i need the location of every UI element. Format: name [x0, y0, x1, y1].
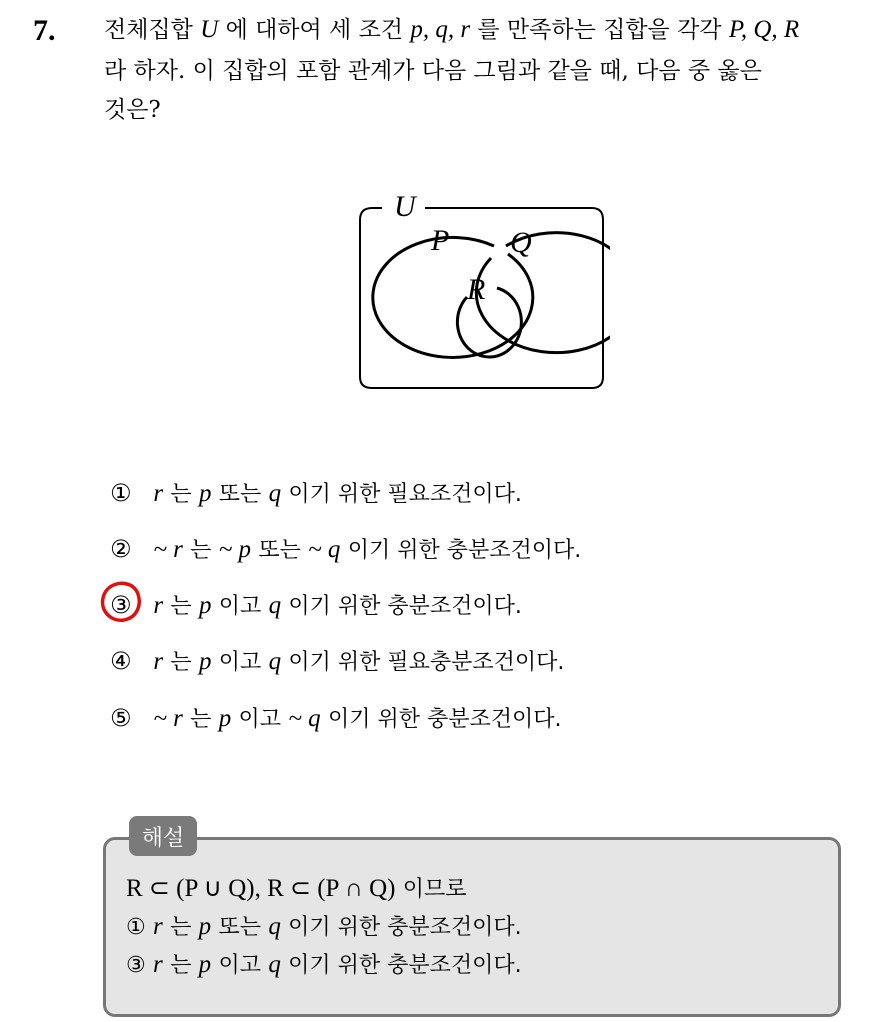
- option-text: 이고: [218, 650, 262, 675]
- option-text: 는: [190, 707, 212, 732]
- math-term: ~ r: [153, 536, 183, 563]
- question-text: 전체집합: [104, 17, 193, 43]
- solution-text: 이므로: [402, 877, 467, 902]
- option-text: 이기 위한 충분조건이다.: [347, 538, 582, 563]
- option-1[interactable]: [110, 478, 522, 510]
- math-term: ~ q: [308, 536, 341, 563]
- solution-tab: 해설: [129, 816, 197, 856]
- option-2[interactable]: [110, 534, 581, 566]
- math-term: r: [153, 592, 164, 619]
- math-term: p: [198, 648, 212, 675]
- conditions-pqr: p, q, r: [410, 16, 471, 43]
- label-u: U: [394, 190, 416, 223]
- math-term: q: [268, 480, 282, 507]
- option-text: 이고: [238, 707, 282, 732]
- option-text: 이기 위한 충분조건이다.: [327, 707, 562, 732]
- solution-text: 또는: [218, 915, 261, 940]
- math-term: p: [198, 951, 212, 978]
- sets-pqr: P, Q, R: [728, 16, 800, 43]
- label-r: R: [467, 273, 486, 306]
- option-text: 이기 위한 필요조건이다.: [288, 482, 522, 507]
- math-term: ~ r: [153, 705, 183, 732]
- math-term: r: [153, 480, 164, 507]
- math-term: q: [268, 913, 281, 940]
- option-mark: ⑤: [110, 704, 132, 732]
- math-term: r: [153, 913, 163, 940]
- option-text: 는: [170, 650, 192, 675]
- option-5[interactable]: [110, 703, 561, 735]
- option-text: 는: [170, 594, 192, 619]
- math-term: p: [218, 705, 232, 732]
- math-term: r: [153, 648, 164, 675]
- solution-text: 는: [170, 953, 192, 978]
- solution-text: 이기 위한 충분조건이다.: [288, 915, 522, 940]
- option-text: 또는: [218, 482, 262, 507]
- solution-line-3: [126, 950, 522, 981]
- option-text: 이기 위한 필요충분조건이다.: [288, 650, 565, 675]
- math-term: p: [198, 480, 212, 507]
- option-text: 이기 위한 충분조건이다.: [288, 594, 522, 619]
- option-3[interactable]: [110, 590, 522, 622]
- math-term: q: [268, 951, 281, 978]
- label-p: P: [431, 224, 450, 257]
- solution-text: 이기 위한 충분조건이다.: [288, 953, 522, 978]
- option-text: 는: [170, 482, 192, 507]
- math-term: q: [268, 648, 282, 675]
- venn-diagram: [350, 180, 610, 395]
- answer-mark-circle: [98, 578, 146, 626]
- question-number: 7.: [33, 14, 56, 47]
- option-mark: ③: [126, 953, 146, 978]
- option-text: 또는: [258, 538, 301, 563]
- option-mark: ①: [126, 915, 146, 940]
- question-line-2: 라 하자. 이 집합의 포함 관계가 다음 그림과 같을 때, 다음 중 옳은: [104, 58, 762, 84]
- option-mark: ④: [110, 647, 132, 675]
- set-q-circle: [476, 233, 610, 353]
- math-term: q: [268, 592, 282, 619]
- set-symbol-u: U: [200, 16, 219, 43]
- math-term: ~ q: [288, 705, 321, 732]
- option-mark: ③: [110, 591, 132, 619]
- label-q: Q: [510, 226, 532, 259]
- question-text: 에 대하여 세 조건: [225, 17, 404, 43]
- math-term: p: [198, 592, 212, 619]
- option-4[interactable]: [110, 646, 564, 678]
- math-term: p: [198, 913, 212, 940]
- solution-math: R ⊂ (P ∪ Q), R ⊂ (P ∩ Q): [126, 875, 396, 902]
- solution-line-2: [126, 912, 522, 943]
- question-line-1: [104, 15, 799, 45]
- solution-line-1: [126, 874, 467, 905]
- solution-text: 는: [170, 915, 192, 940]
- question-line-3: 것은?: [104, 97, 161, 123]
- option-mark: ②: [110, 535, 132, 563]
- math-term: ~ p: [218, 536, 251, 563]
- option-mark: ①: [110, 479, 132, 507]
- question-text: 를 만족하는 집합을 각각: [477, 17, 722, 43]
- option-text: 이고: [218, 594, 262, 619]
- option-text: 는: [190, 538, 212, 563]
- math-term: r: [153, 951, 163, 978]
- solution-text: 이고: [218, 953, 261, 978]
